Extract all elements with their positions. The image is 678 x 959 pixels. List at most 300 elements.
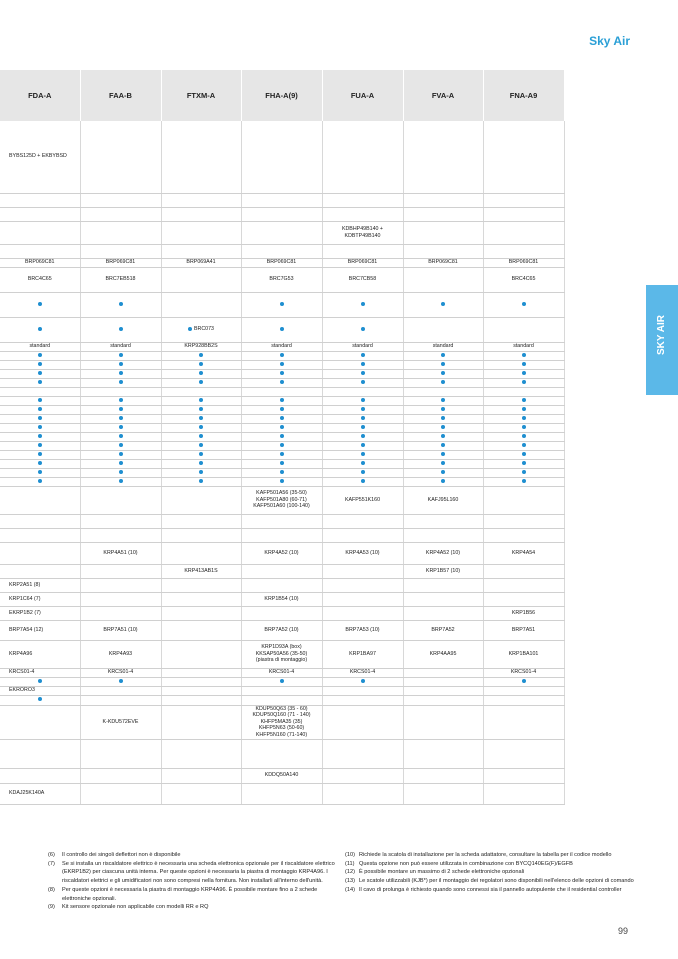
table-cell: [403, 207, 483, 221]
cell-text: KRP1B56: [511, 609, 536, 616]
table-cell: [161, 378, 241, 387]
table-row: [0, 342, 564, 351]
available-dot-icon: [522, 679, 526, 683]
available-dot-icon: [361, 353, 365, 357]
table-cell: [161, 342, 241, 351]
table-cell: [483, 267, 564, 292]
cell-text: KRCS01-4: [9, 669, 35, 676]
table-cell: [161, 193, 241, 207]
table-cell: [161, 578, 241, 592]
available-dot-icon: [441, 479, 445, 483]
table-cell: [161, 542, 241, 564]
table-cell: [241, 486, 322, 514]
table-cell: [403, 542, 483, 564]
table-cell: [241, 739, 322, 768]
table-cell: [403, 578, 483, 592]
available-dot-icon: [361, 398, 365, 402]
cell-text: BRC073: [193, 326, 215, 333]
footnote-text: Il controllo dei singoli deflettori non è disponibile: [62, 852, 181, 858]
table-cell: [80, 768, 161, 783]
cell-text: BRC7EB518: [105, 276, 136, 283]
table-cell: [403, 477, 483, 486]
table-row: [0, 369, 564, 378]
available-dot-icon: [280, 353, 284, 357]
table-cell: [483, 668, 564, 677]
available-dot-icon: [199, 407, 203, 411]
available-dot-icon: [199, 443, 203, 447]
table-cell: [80, 468, 161, 477]
table-cell: [322, 387, 403, 396]
column-header: FHA-A(9): [241, 70, 322, 121]
column-header: FNA-A9: [483, 70, 564, 121]
cell-text: BRP069C81: [347, 259, 378, 266]
column-header: FTXM-A: [161, 70, 241, 121]
available-dot-icon: [361, 470, 365, 474]
footnote-text: È possibile montare un massimo di 2 schede elettroniche opzionali: [359, 869, 525, 876]
available-dot-icon: [441, 416, 445, 420]
table-row: [0, 686, 564, 695]
table-cell: [161, 768, 241, 783]
table-cell: [322, 768, 403, 783]
table-cell: [0, 542, 80, 564]
table-row: [0, 739, 564, 768]
table-cell: [161, 432, 241, 441]
table-row: [0, 542, 564, 564]
available-dot-icon: [361, 425, 365, 429]
table-cell: [80, 193, 161, 207]
column-header: FVA-A: [403, 70, 483, 121]
table-cell: [403, 564, 483, 578]
table-cell: [322, 342, 403, 351]
table-cell: [483, 369, 564, 378]
footnote: [48, 851, 338, 860]
table-cell: [483, 528, 564, 542]
available-dot-icon: [522, 452, 526, 456]
table-cell: [161, 387, 241, 396]
table-cell: [403, 450, 483, 459]
table-cell: [161, 292, 241, 317]
table-cell: [403, 369, 483, 378]
available-dot-icon: [119, 353, 123, 357]
cell-text: BRP069C81: [105, 259, 136, 266]
available-dot-icon: [280, 461, 284, 465]
available-dot-icon: [441, 362, 445, 366]
available-dot-icon: [280, 302, 284, 306]
table-cell: [241, 342, 322, 351]
table-cell: [241, 258, 322, 267]
available-dot-icon: [441, 461, 445, 465]
table-cell: [403, 405, 483, 414]
table-cell: [483, 578, 564, 592]
table-cell: [80, 360, 161, 369]
cell-text: BRP7A52 (10): [264, 626, 299, 633]
table-cell: [322, 668, 403, 677]
table-cell: [0, 739, 80, 768]
table-cell: [161, 369, 241, 378]
table-cell: [483, 432, 564, 441]
available-dot-icon: [361, 362, 365, 366]
cell-text: KRCS01-4: [268, 669, 295, 676]
cell-text: EKRORO3: [9, 687, 35, 694]
table-cell: [241, 514, 322, 528]
cell-text: KAFP501A56 (35-50) KAFP501A80 (60-71) KAFP501A60 (100-140): [253, 490, 310, 510]
table-cell: [241, 432, 322, 441]
table-cell: [0, 387, 80, 396]
available-dot-icon: [441, 425, 445, 429]
table-cell: [322, 121, 403, 193]
table-row: [0, 378, 564, 387]
available-dot-icon: [119, 380, 123, 384]
table-cell: [161, 606, 241, 620]
table-cell: [80, 414, 161, 423]
table-cell: [403, 668, 483, 677]
available-dot-icon: [280, 434, 284, 438]
available-dot-icon: [199, 425, 203, 429]
available-dot-icon: [38, 362, 42, 366]
table-cell: [241, 441, 322, 450]
cell-text: BRP7A51 (10): [103, 626, 138, 633]
table-row: [0, 695, 564, 705]
available-dot-icon: [361, 371, 365, 375]
table-cell: [161, 351, 241, 360]
table-row: [0, 564, 564, 578]
cell-text: KRP1B57 (10): [425, 567, 461, 574]
table-cell: [161, 695, 241, 705]
available-dot-icon: [361, 302, 365, 306]
footnote-text: Il cavo di prolunga è richiesto quando sono connessi sia il pannello autopulente che il residential controller: [359, 886, 622, 893]
available-dot-icon: [280, 443, 284, 447]
table-cell: [0, 396, 80, 405]
table-cell: [322, 686, 403, 695]
table-cell: [0, 486, 80, 514]
table-cell: [0, 686, 80, 695]
table-cell: [241, 459, 322, 468]
table-cell: [241, 267, 322, 292]
table-cell: [322, 468, 403, 477]
table-cell: [80, 514, 161, 528]
table-row: [0, 514, 564, 528]
available-dot-icon: [199, 479, 203, 483]
table-cell: [161, 783, 241, 804]
table-cell: [0, 423, 80, 432]
side-tab[interactable]: [646, 285, 678, 395]
table-row: [0, 477, 564, 486]
cell-text: BRP069A41: [186, 259, 216, 266]
footnote-number: (7): [48, 860, 55, 867]
table-row: [0, 351, 564, 360]
table-cell: [0, 441, 80, 450]
table-cell: [483, 258, 564, 267]
table-cell: [0, 783, 80, 804]
table-cell: [322, 514, 403, 528]
table-cell: [483, 244, 564, 258]
table-cell: [80, 542, 161, 564]
table-cell: [241, 221, 322, 244]
cell-text: BRC4C65: [511, 276, 536, 283]
table-row: [0, 578, 564, 592]
available-dot-icon: [280, 407, 284, 411]
available-dot-icon: [38, 416, 42, 420]
table-cell: [403, 686, 483, 695]
footnote: [345, 860, 635, 869]
table-cell: [403, 317, 483, 342]
table-cell: [161, 221, 241, 244]
table-cell: [0, 317, 80, 342]
table-cell: [322, 564, 403, 578]
table-cell: [0, 342, 80, 351]
footnote-number: (6): [48, 852, 55, 858]
table-cell: [403, 267, 483, 292]
table-cell: [483, 378, 564, 387]
footnote-text: Richiede la scatola di installazione per la scheda adattatore, consultare la tabella per il codice modello: [359, 852, 612, 858]
available-dot-icon: [199, 398, 203, 402]
table-row: [0, 193, 564, 207]
table-cell: [0, 564, 80, 578]
available-dot-icon: [199, 353, 203, 357]
table-cell: [483, 677, 564, 686]
cell-text: standard: [29, 343, 51, 350]
table-cell: [322, 396, 403, 405]
table-cell: [80, 441, 161, 450]
table-cell: [161, 668, 241, 677]
table-cell: [80, 267, 161, 292]
table-cell: [80, 705, 161, 739]
table-cell: [161, 267, 241, 292]
table-row: [0, 207, 564, 221]
cell-text: KRP2A51 (8): [9, 581, 41, 588]
available-dot-icon: [441, 407, 445, 411]
table-cell: [241, 677, 322, 686]
table-cell: [403, 221, 483, 244]
footnote-number: (14): [345, 886, 355, 893]
table-cell: [403, 739, 483, 768]
table-cell: [80, 221, 161, 244]
table-cell: [241, 564, 322, 578]
table-row: [0, 292, 564, 317]
table-cell: [161, 258, 241, 267]
table-cell: [0, 705, 80, 739]
table-cell: [161, 592, 241, 606]
cell-text: KRCS01-4: [510, 669, 537, 676]
table-cell: [80, 244, 161, 258]
cell-text: BRP069C81: [508, 259, 539, 266]
table-cell: [403, 695, 483, 705]
table-cell: [403, 441, 483, 450]
table-cell: [161, 423, 241, 432]
table-cell: [80, 640, 161, 668]
table-cell: [80, 405, 161, 414]
table-cell: [80, 677, 161, 686]
table-cell: [322, 705, 403, 739]
table-cell: [322, 193, 403, 207]
available-dot-icon: [119, 679, 123, 683]
table-cell: [483, 486, 564, 514]
available-dot-icon: [441, 470, 445, 474]
table-cell: [322, 528, 403, 542]
available-dot-icon: [361, 407, 365, 411]
table-cell: [483, 207, 564, 221]
table-cell: [483, 292, 564, 317]
table-cell: [241, 705, 322, 739]
cell-text: standard: [110, 343, 131, 350]
cell-text: KRP928BB2S: [184, 343, 218, 350]
table-cell: [241, 405, 322, 414]
available-dot-icon: [119, 461, 123, 465]
table-cell: [0, 459, 80, 468]
table-cell: [80, 528, 161, 542]
table-cell: [0, 468, 80, 477]
footnote-number: (11): [345, 860, 355, 867]
available-dot-icon: [361, 479, 365, 483]
available-dot-icon: [38, 302, 42, 306]
table-cell: [322, 450, 403, 459]
footnote: [48, 860, 338, 886]
column-header: FAA-B: [80, 70, 161, 121]
table-cell: [80, 369, 161, 378]
table-cell: [483, 441, 564, 450]
table-cell: [322, 578, 403, 592]
table-cell: [483, 695, 564, 705]
table-row: [0, 459, 564, 468]
table-cell: [241, 695, 322, 705]
table-cell: [0, 677, 80, 686]
table-cell: [161, 620, 241, 640]
available-dot-icon: [199, 452, 203, 456]
table-cell: [0, 620, 80, 640]
table-cell: [483, 360, 564, 369]
footnote-number: (8): [48, 886, 55, 893]
table-cell: [80, 432, 161, 441]
footnote: [48, 886, 338, 903]
table-cell: [403, 351, 483, 360]
table-cell: [241, 193, 322, 207]
available-dot-icon: [38, 380, 42, 384]
table-row: [0, 121, 564, 193]
available-dot-icon: [280, 371, 284, 375]
available-dot-icon: [441, 302, 445, 306]
footnote-number: (13): [345, 878, 355, 885]
available-dot-icon: [361, 416, 365, 420]
available-dot-icon: [119, 398, 123, 402]
table-cell: [80, 423, 161, 432]
table-row: [0, 432, 564, 441]
table-cell: [483, 477, 564, 486]
table-cell: [80, 258, 161, 267]
cell-text: KRCS01-4: [107, 669, 134, 676]
table-row: [0, 668, 564, 677]
table-cell: [483, 739, 564, 768]
table-cell: [80, 121, 161, 193]
available-dot-icon: [441, 398, 445, 402]
available-dot-icon: [199, 362, 203, 366]
table-cell: [322, 414, 403, 423]
footnote-number: (10): [345, 852, 355, 858]
table-cell: [322, 606, 403, 620]
table-cell: [403, 783, 483, 804]
table-cell: [161, 686, 241, 695]
available-dot-icon: [119, 327, 123, 331]
available-dot-icon: [280, 380, 284, 384]
table-cell: [483, 317, 564, 342]
table-cell: [161, 360, 241, 369]
cell-text: KRP1D93A (box) KKSAP50A56 (35-50) (piastra di montaggio): [255, 644, 308, 664]
table-cell: [161, 244, 241, 258]
table-cell: [483, 414, 564, 423]
table-cell: [241, 292, 322, 317]
table-cell: [0, 405, 80, 414]
table-cell: [161, 477, 241, 486]
table-cell: [161, 459, 241, 468]
table-cell: [0, 450, 80, 459]
table-cell: [403, 468, 483, 477]
cell-text: BRC7G53: [269, 276, 294, 283]
table-cell: [0, 221, 80, 244]
table-cell: [322, 292, 403, 317]
table-row: [0, 768, 564, 783]
available-dot-icon: [441, 353, 445, 357]
table-cell: [322, 459, 403, 468]
cell-text: KRP4A96: [9, 650, 33, 657]
table-row: [0, 468, 564, 477]
table-cell: [403, 606, 483, 620]
available-dot-icon: [119, 470, 123, 474]
available-dot-icon: [199, 416, 203, 420]
table-cell: [241, 477, 322, 486]
table-cell: [483, 606, 564, 620]
table-cell: [322, 640, 403, 668]
available-dot-icon: [280, 425, 284, 429]
available-dot-icon: [522, 470, 526, 474]
table-cell: [403, 768, 483, 783]
table-cell: [403, 396, 483, 405]
side-tab-label: SKY AIR: [656, 315, 667, 356]
table-cell: [241, 528, 322, 542]
available-dot-icon: [38, 371, 42, 375]
cell-text: KRCS01-4: [349, 669, 376, 676]
table-cell: [0, 432, 80, 441]
table-cell: [161, 414, 241, 423]
table-cell: [403, 432, 483, 441]
table-row: [0, 620, 564, 640]
table-cell: [80, 207, 161, 221]
table-row: [0, 705, 564, 739]
table-cell: [241, 423, 322, 432]
available-dot-icon: [199, 380, 203, 384]
available-dot-icon: [119, 425, 123, 429]
available-dot-icon: [38, 425, 42, 429]
footnote: [345, 851, 635, 860]
available-dot-icon: [441, 452, 445, 456]
cell-text: KRP1BA101: [508, 650, 539, 657]
footnote-number: (9): [48, 904, 55, 911]
table-cell: [0, 668, 80, 677]
available-dot-icon: [38, 398, 42, 402]
footnotes-left: [48, 851, 338, 912]
table-cell: [322, 207, 403, 221]
available-dot-icon: [199, 461, 203, 465]
cell-text: BRC4C65: [27, 276, 52, 283]
footnotes-right: [345, 851, 635, 895]
table-cell: [322, 620, 403, 640]
table-cell: [403, 387, 483, 396]
cell-text: BRP7A54 (12): [9, 626, 44, 633]
table-cell: [322, 244, 403, 258]
footnote-text: Se si installa un riscaldatore elettrico è necessaria una scheda elettronica opzionale per il riscaldatore elettrico (EKRP1B2) per ciascuna unità interna. Per queste opzioni è necessaria la piastra di montaggio KRP4A96. I riscaldatori elettrici e gli umidificatori non sono compresi nella fornitura. Non installarli all'interno dell'unità.: [62, 860, 335, 885]
table-cell: [483, 705, 564, 739]
available-dot-icon: [522, 407, 526, 411]
available-dot-icon: [361, 327, 365, 331]
available-dot-icon: [119, 452, 123, 456]
